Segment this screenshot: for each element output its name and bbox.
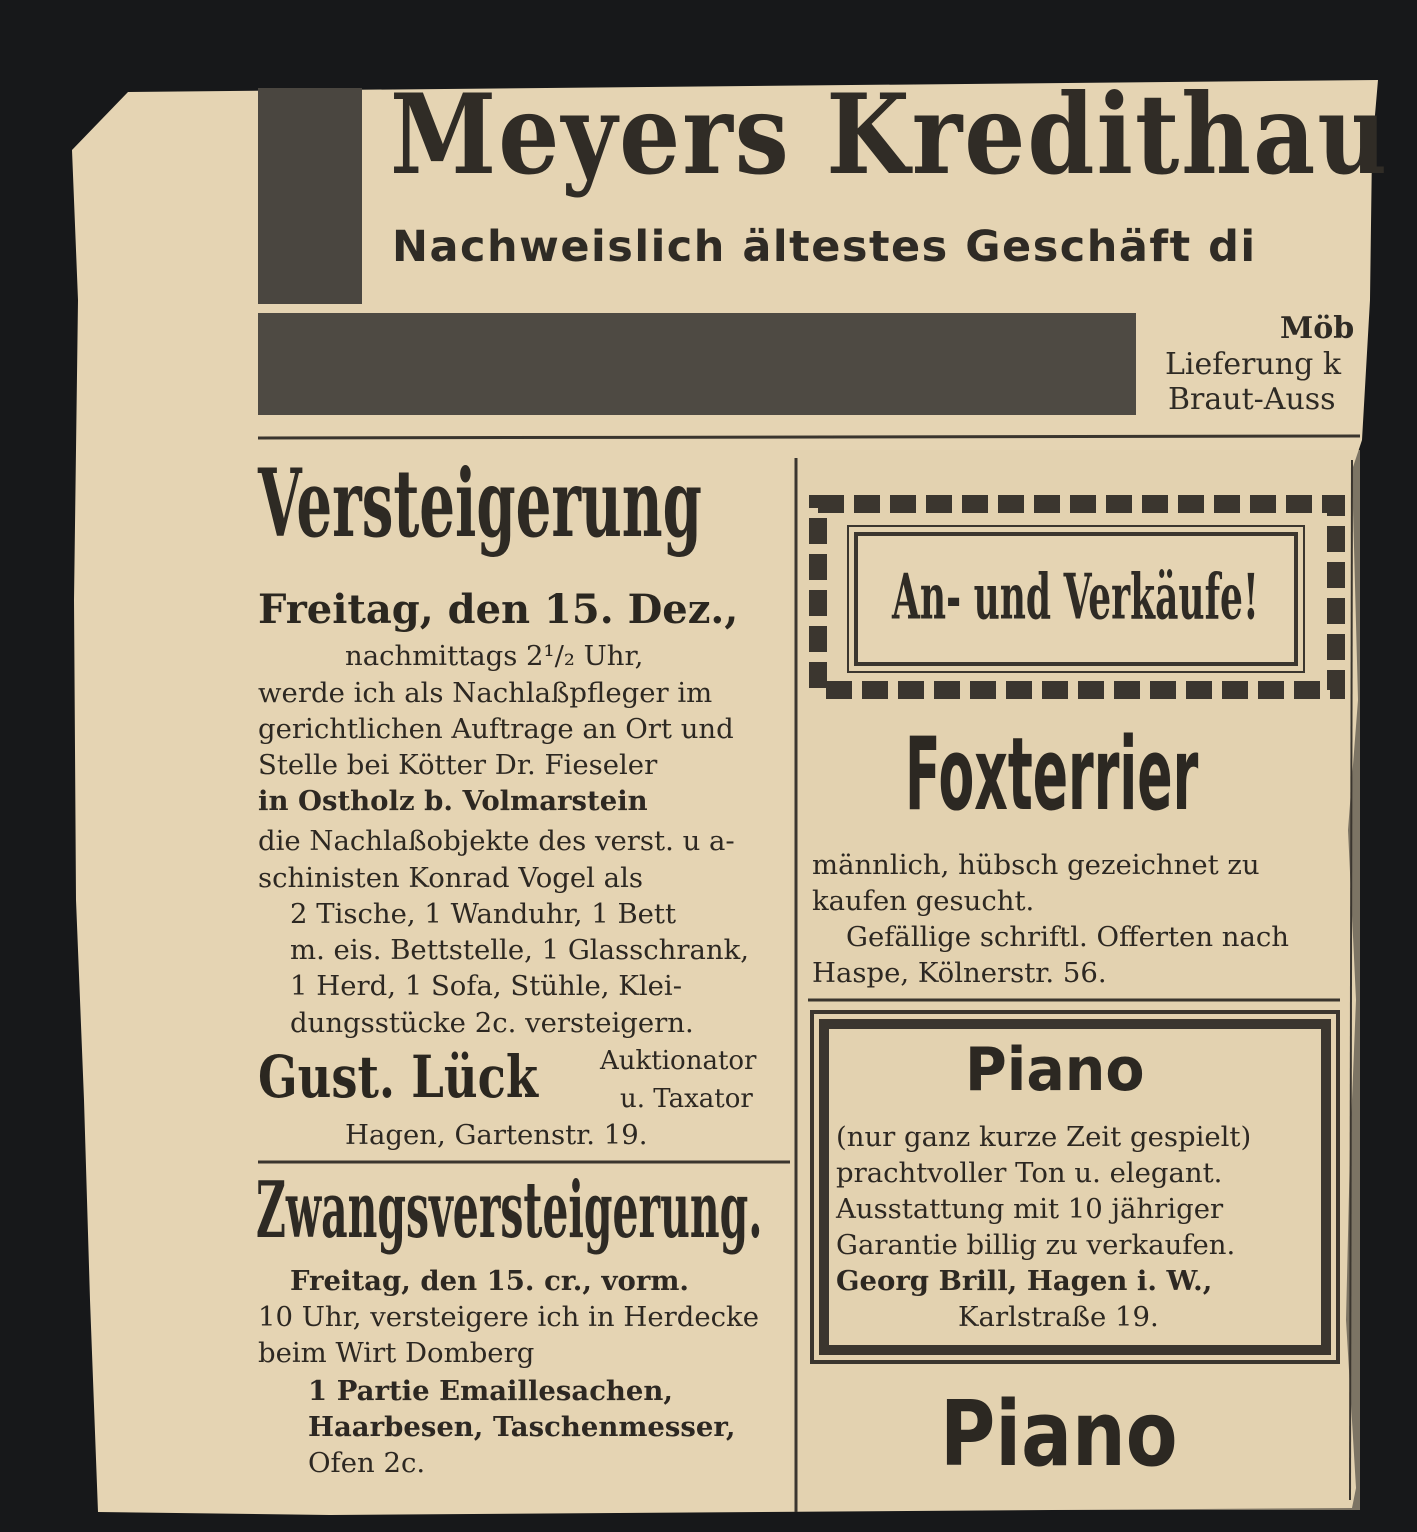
piano-heading: Piano <box>965 1035 1145 1105</box>
header-title: Meyers Kredithau <box>390 69 1390 200</box>
versteigerung-line: 2 Tische, 1 Wanduhr, 1 Bett <box>290 898 677 930</box>
piano-line: Karlstraße 19. <box>958 1301 1159 1333</box>
versteigerung-line: gerichtlichen Auftrage an Ort und <box>258 713 734 745</box>
zwang-heading: Zwangsversteigerung. <box>256 1164 763 1256</box>
header-bar-bottom <box>258 313 1136 415</box>
fox-line: Gefällige schriftl. Offerten nach <box>846 921 1289 953</box>
versteigerung-address: Hagen, Gartenstr. 19. <box>345 1119 648 1151</box>
zwang-line: 1 Partie Emaillesachen, <box>308 1375 673 1407</box>
piano-line: Georg Brill, Hagen i. W., <box>836 1265 1213 1297</box>
zwang-line: Freitag, den 15. cr., vorm. <box>290 1265 689 1297</box>
rule-header <box>258 436 1360 438</box>
fox-heading: Foxterrier <box>905 715 1199 834</box>
piano-line: Garantie billig zu verkaufen. <box>836 1229 1236 1261</box>
zwang-line: 10 Uhr, versteigere ich in Herdecke <box>258 1301 759 1333</box>
versteigerung-date: Freitag, den 15. Dez., <box>258 586 739 633</box>
zwang-line: beim Wirt Domberg <box>258 1337 535 1369</box>
versteigerung-line: nachmittags 2¹/₂ Uhr, <box>345 640 644 672</box>
versteigerung-line: Stelle bei Kötter Dr. Fieseler <box>258 749 658 781</box>
header-right-line-1: Möb <box>1280 311 1355 346</box>
versteigerung-line: die Nachlaßobjekte des verst. u a- <box>258 825 735 857</box>
piano-line: (nur ganz kurze Zeit gespielt) <box>836 1121 1252 1153</box>
versteigerung-line: in Ostholz b. Volmarstein <box>258 785 648 817</box>
piano-2-heading: Piano <box>940 1382 1178 1487</box>
ankauf-heading: An- und Verkäufe! <box>892 559 1259 634</box>
versteigerung-line: werde ich als Nachlaßpfleger im <box>258 677 713 709</box>
versteigerung-line: schinisten Konrad Vogel als <box>258 862 643 894</box>
versteigerung-role-1: Auktionator <box>600 1046 757 1076</box>
versteigerung-line: m. eis. Bettstelle, 1 Glasschrank, <box>290 934 749 966</box>
piano-line: Ausstattung mit 10 jähriger <box>836 1193 1224 1225</box>
header-bar-left <box>258 88 362 304</box>
versteigerung-line: dungsstücke 2c. versteigern. <box>290 1007 694 1039</box>
versteigerung-role-2: u. Taxator <box>620 1084 753 1114</box>
zwang-line: Ofen 2c. <box>308 1447 426 1479</box>
versteigerung-signature: Gust. Lück <box>258 1043 538 1111</box>
versteigerung-line: 1 Herd, 1 Sofa, Stühle, Klei- <box>290 970 682 1002</box>
header-subtitle: Nachweislich ältestes Geschäft di <box>392 222 1257 272</box>
header-right-line-2: Lieferung k <box>1165 347 1342 382</box>
versteigerung-heading: Versteigerung <box>258 449 702 559</box>
fox-line: kaufen gesucht. <box>812 885 1035 917</box>
zwang-line: Haarbesen, Taschenmesser, <box>308 1411 736 1443</box>
header-right-line-3: Braut-Auss <box>1168 382 1336 417</box>
fox-line: Haspe, Kölnerstr. 56. <box>812 957 1107 989</box>
piano-line: prachtvoller Ton u. elegant. <box>836 1157 1223 1189</box>
fox-line: männlich, hübsch gezeichnet zu <box>812 849 1260 881</box>
